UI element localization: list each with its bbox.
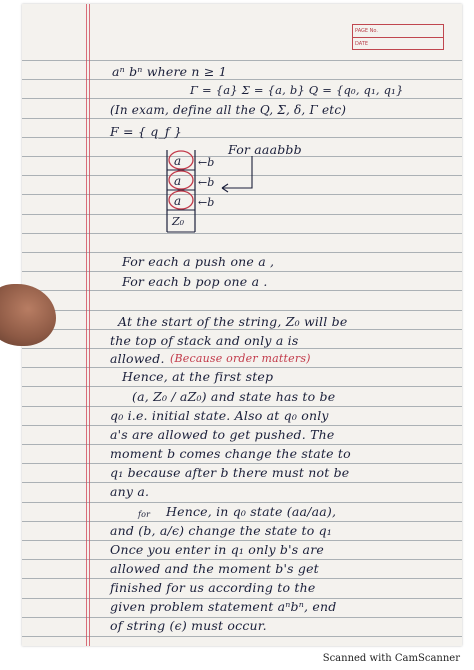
language-definition: aⁿ bⁿ where n ≥ 1 xyxy=(112,64,227,79)
ruled-line xyxy=(22,60,462,61)
paragraph-line: At the start of the string, Z₀ will be xyxy=(118,314,348,329)
paragraph-line: Hence, at the first step xyxy=(122,369,274,384)
paragraph-line: q₁ because after b there must not be xyxy=(110,465,350,480)
ruled-line xyxy=(22,540,462,541)
paragraph-line: Hence, in q₀ state (aa/aa), xyxy=(166,504,337,519)
ruled-line xyxy=(22,425,462,426)
stack-cell: Z₀ xyxy=(172,215,185,228)
paragraph-line: a's are allowed to get pushed. The xyxy=(110,427,335,442)
ruled-line xyxy=(22,367,462,368)
stack-cell: a xyxy=(174,174,182,188)
exam-note: (In exam, define all the Q, Σ, δ, Γ etc) xyxy=(110,103,347,117)
date-label: DATE xyxy=(355,41,369,47)
ruled-line xyxy=(22,521,462,522)
ruled-line xyxy=(22,329,462,330)
stack-cell: a xyxy=(174,194,182,208)
ruled-line xyxy=(22,79,462,80)
paragraph-line: finished for us according to the xyxy=(110,580,316,595)
example-string: For aaabbb xyxy=(228,142,302,157)
page-date-box xyxy=(352,24,444,50)
pop-label: ←b xyxy=(198,196,215,209)
ruled-line xyxy=(22,348,462,349)
ruled-line xyxy=(22,636,462,637)
margin-line-2 xyxy=(89,4,90,646)
scanner-watermark: Scanned with CamScanner xyxy=(322,653,460,664)
ruled-line xyxy=(22,98,462,99)
ruled-line xyxy=(22,290,462,291)
ruled-line xyxy=(22,502,462,503)
ruled-line xyxy=(22,482,462,483)
pop-label: ←b xyxy=(198,156,215,169)
pop-rule: For each b pop one a . xyxy=(122,274,268,289)
ruled-line xyxy=(22,559,462,560)
push-rule: For each a push one a , xyxy=(122,254,275,269)
paragraph-line: given problem statement aⁿbⁿ, end xyxy=(110,599,337,614)
ruled-line xyxy=(22,310,462,311)
paragraph-line: the top of stack and only a is xyxy=(110,333,299,348)
sets-definition: Γ = {a} Σ = {a, b} Q = {q₀, q₁, q₁} xyxy=(190,83,404,97)
stack-cell: a xyxy=(174,154,182,168)
ruled-line xyxy=(22,118,462,119)
final-state-set: F = { q_f } xyxy=(110,124,183,139)
ruled-line xyxy=(22,386,462,387)
red-note: (Because order matters) xyxy=(170,352,311,365)
ruled-line xyxy=(22,406,462,407)
ruled-line xyxy=(22,463,462,464)
paragraph-line: and (b, a/ϵ) change the state to q₁ xyxy=(110,523,333,538)
ruled-line xyxy=(22,578,462,579)
paragraph-line: q₀ i.e. initial state. Also at q₀ only xyxy=(110,408,329,423)
paragraph-line: Once you enter in q₁ only b's are xyxy=(110,542,324,557)
ruled-line xyxy=(22,252,462,253)
paragraph-line: of string (ϵ) must occur. xyxy=(110,618,267,633)
pop-label: ←b xyxy=(198,176,215,189)
notebook-page xyxy=(22,4,462,646)
paragraph-line: allowed and the moment b's get xyxy=(110,561,319,576)
paragraph-line: any a. xyxy=(110,484,150,499)
ruled-line xyxy=(22,444,462,445)
ruled-line xyxy=(22,271,462,272)
paragraph-line: allowed. xyxy=(110,351,165,366)
arrow-line xyxy=(222,156,252,188)
paragraph-line: moment b comes change the state to xyxy=(110,446,351,461)
ruled-line xyxy=(22,137,462,138)
superscript-for: for xyxy=(138,510,151,519)
page-number-label: PAGE No. xyxy=(353,25,443,38)
paragraph-line: (a, Z₀ / aZ₀) and state has to be xyxy=(132,389,336,404)
margin-line xyxy=(86,4,87,646)
